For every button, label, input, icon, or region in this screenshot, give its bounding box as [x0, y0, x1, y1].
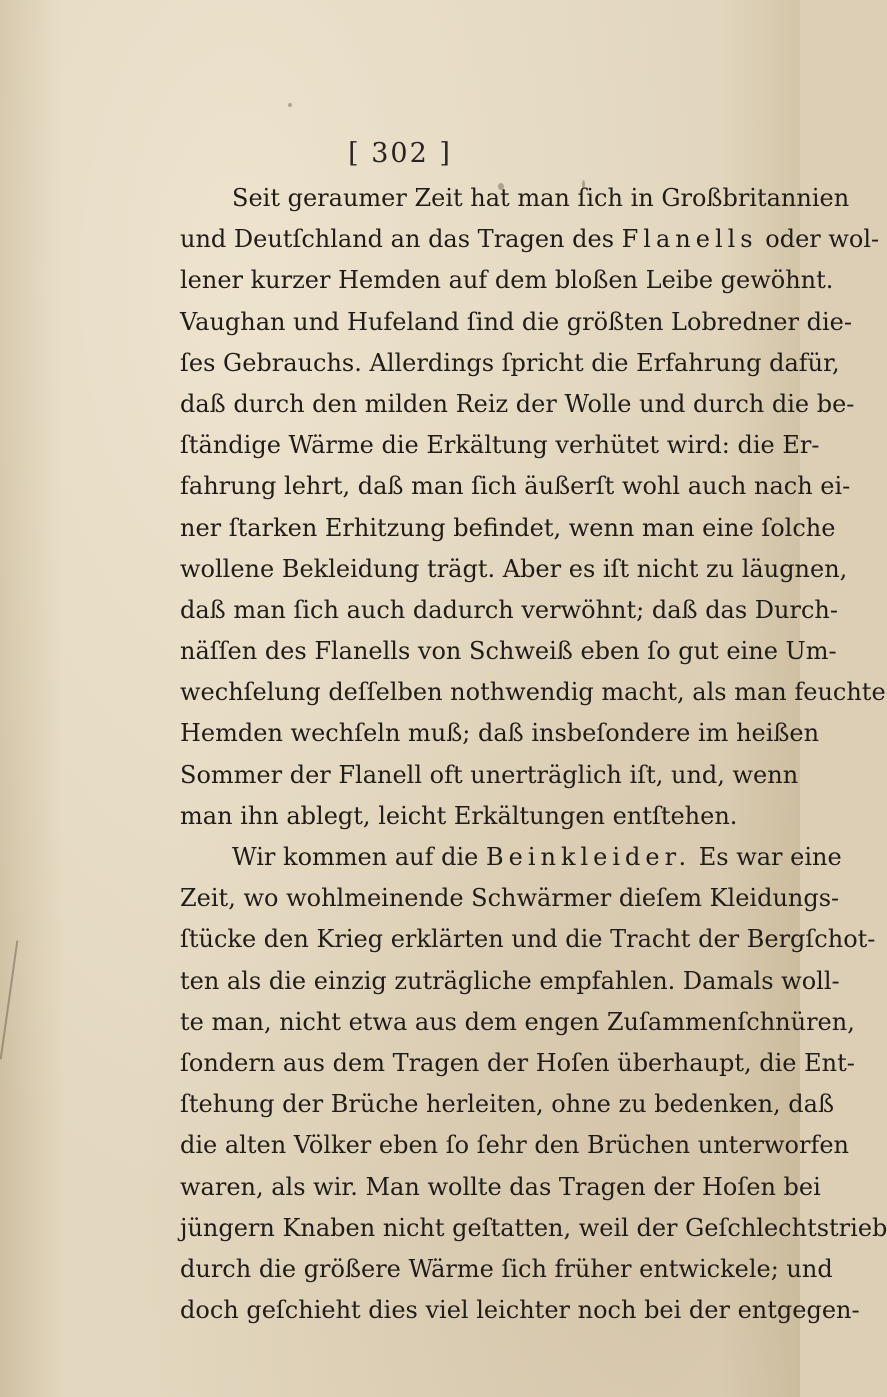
page-number: [ 302 ]	[348, 138, 452, 169]
text-line: Seit geraumer Zeit hat man ſich in Großbritannien	[232, 184, 850, 212]
text-line: jüngern Knaben nicht geſtatten, weil der Geſchlechtstrieb	[180, 1213, 887, 1242]
text-line: doch geſchieht dies viel leichter noch bei der entgegen-	[180, 1296, 860, 1325]
text-line: Hemden wechſeln muß; daß insbeſondere im heißen	[180, 719, 820, 748]
text-line: fahrung lehrt, daß man ſich äußerſt wohl auch nach ei-	[180, 472, 851, 501]
text-line: lener kurzer Hemden auf dem bloßen Leibe gewöhnt.	[180, 266, 834, 295]
text-line: ſtehung der Brüche herleiten, ohne zu bedenken, daß	[180, 1090, 834, 1119]
text-line: man ihn ablegt, leicht Erkältungen entſtehen.	[180, 801, 738, 830]
text-line: Vaughan und Hufeland ſind die größten Lobredner die-	[180, 307, 852, 336]
text-line: daß durch den milden Reiz der Wolle und durch die be-	[180, 389, 855, 418]
text-line: wollene Bekleidung trägt. Aber es iſt nicht zu läugnen,	[180, 554, 848, 583]
text-line: ten als die einzig zuträgliche empfahlen. Damals woll-	[180, 966, 840, 995]
text-line: näſſen des Flanells von Schweiß eben ſo gut eine Um-	[180, 637, 837, 666]
ink-spot	[288, 103, 292, 107]
text-line: waren, als wir. Man wollte das Tragen der Hoſen bei	[180, 1172, 821, 1201]
body-text	[180, 178, 887, 1331]
text-line: wechſelung deſſelben nothwendig macht, als man feuchte	[180, 678, 886, 707]
text-line: ſondern aus dem Tragen der Hoſen überhaupt, die Ent-	[180, 1048, 855, 1077]
text-line: daß man ſich auch dadurch verwöhnt; daß das Durch-	[180, 595, 838, 624]
text-line: ner ſtarken Erhitzung befindet, wenn man eine ſolche	[180, 513, 836, 542]
text-line: ſtücke den Krieg erklärten und die Tracht der Bergſchot-	[180, 925, 876, 954]
text-line: und Deutſchland an das Tragen des Flanells oder wol-	[180, 225, 880, 254]
text-line: te man, nicht etwa aus dem engen Zuſammenſchnüren,	[180, 1007, 855, 1036]
text-line: Wir kommen auf die Beinkleider. Es war eine	[232, 843, 842, 871]
page-edge-mark	[0, 940, 18, 1059]
text-line: Zeit, wo wohlmeinende Schwärmer dieſem Kleidungs-	[180, 884, 840, 913]
text-line: die alten Völker eben ſo ſehr den Brüchen unterworfen	[180, 1131, 849, 1160]
text-line: ſtändige Wärme die Erkältung verhütet wird: die Er-	[180, 431, 820, 460]
text-line: durch die größere Wärme ſich früher entwickele; und	[180, 1254, 833, 1283]
text-line: Sommer der Flanell oft unerträglich iſt, und, wenn	[180, 760, 799, 789]
text-line: ſes Gebrauchs. Allerdings ſpricht die Erfahrung dafür,	[180, 348, 840, 377]
